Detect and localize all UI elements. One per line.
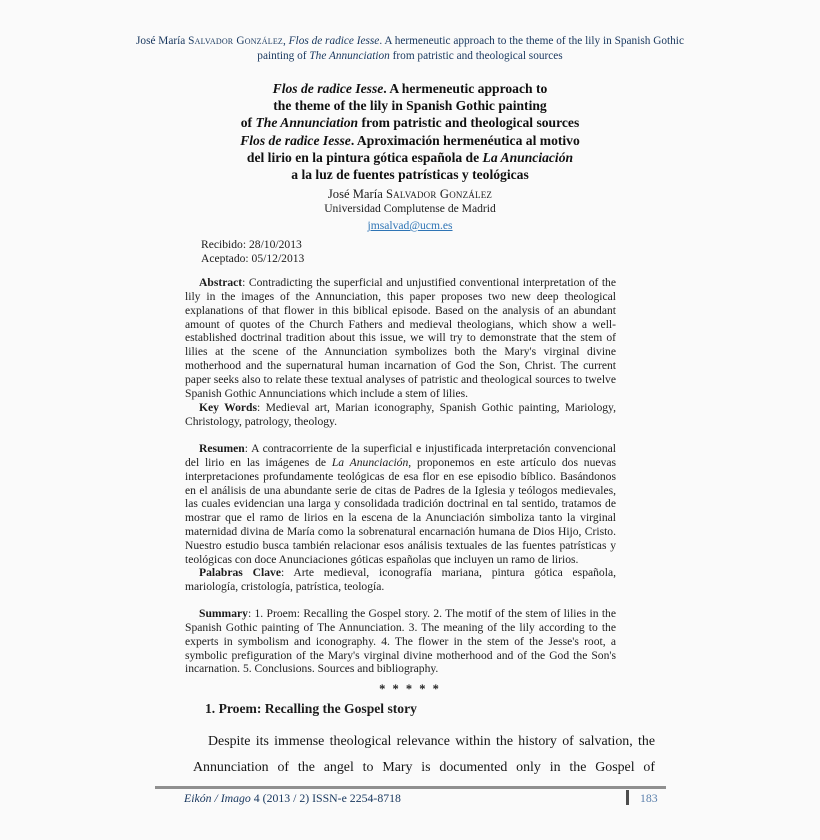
abstract-paragraph [185,276,616,401]
article-title-en-line3 [150,114,670,131]
summary-text: : 1. Proem: Recalling the Gospel story. 2. The motif of the stem of lilies in the Spanish Gothic painting of The Annunciation. 3. The meaning of the lily according to the experts in symbolism and iconography. 4. The flower in the stem of the Jesse's root, a symbolic prefiguration of the Mary's virginal divine motherhood and of the God the Son's incarnation. 5. Conclusions. Sources and bibliography. [185,607,616,676]
resumen-label: Resumen [199,442,245,455]
running-header-separator: , [283,35,289,47]
title-latin-phrase: Flos de radice Iesse [272,81,384,96]
running-header-tail: from patristic and theological sources [389,50,563,62]
title-en-line3-pre: of [240,115,256,131]
received-date: Recibido: 28/10/2013 [201,238,302,251]
journal-issue-info: 4 (2013 / 2) ISSN-e 2254-8718 [250,791,401,805]
body-paragraph: Despite its immense theological relevance within the history of salvation, the Annunciation of the angel to Mary is documented only in the Gospel of [193,734,655,775]
running-header-author-first: José María [136,35,189,47]
abstract-text: : Contradicting the superficial and unjustified conventional interpretation of the lily in the images of the Annunciation, this paper proposes two new deep theological explanations of that flower in this biblical episode. Based on the analysis of an abundant amount of quotes of the Church Fathers and medieval theologians, which show a well-established doctrinal tradition about this issue, we will try to demonstrate that the stem of lilies at the scene of the Annunciation symbolizes both the Mary's virginal divine motherhood and the supernatural human incarnation of God the Son, Christ. The current paper seeks also to relate these textual analyses of patristic and theological sources to twelve Spanish Gothic Annunciations which include a stem of lilies. [185,276,616,400]
page-number: 183 [640,791,658,805]
keywords-paragraph [185,401,616,429]
footer-page-number-group [626,791,666,806]
abstract-label: Abstract [199,276,243,289]
resumen-text-post: , proponemos en este artículo dos nuevas interpretaciones profundamente teológicas de esa flor en ese episodio bíblico. Basándonos en el análisis de una abundante serie de citas de Padres de la Iglesia y teólogos medievales, las cuales evidencian una larga y consolidada tradición doctrinal en tal sentido, tratamos de mostrar que el ramo de lirios en la escena de la Anunciación simboliza tanto la virginal maternidad divina de María como la sobrenatural encarnación humana de Dios Hijo, Cristo. Nuestro estudio busca también relacionar esos análisis textuales de las fuentes patrísticas y teológicas con doce Anunciaciones góticas españolas que incluyen un ramo de lirios. [185,455,616,566]
resumen-text-pre: : A contracorriente de la superficial e injustificada interpretación convencional del lirio en las imágenes de [185,442,616,469]
journal-name: Eikón / Imago [184,791,251,805]
running-header-annunciation: The Annunciation [309,50,390,62]
summary-label: Summary [199,607,248,620]
author-block [150,187,670,234]
author-last-name: Salvador González [385,187,493,201]
running-header-author-last: Salvador González [188,35,283,47]
summary-paragraph [185,607,616,676]
article-title-es-line1 [150,132,670,149]
author-email-link[interactable]: jmsalvad@ucm.es [367,219,453,232]
palabras-clave-text: : Arte medieval, iconografía mariana, pintura gótica española, mariología, cristología, patrística, teología. [185,566,616,593]
palabras-clave-paragraph [185,566,616,594]
journal-citation [155,791,401,806]
author-first-name: José María [327,187,386,201]
running-header [128,34,692,64]
title-en-line3-post: from patristic and theological sources [358,115,580,131]
title-annunciation-en: The Annunciation [255,115,359,131]
page-footer [155,786,666,806]
author-name [150,187,670,202]
asterisk-divider: * * * * * [379,682,441,696]
article-title [150,80,670,183]
submission-dates [201,238,304,266]
section-heading: 1. Proem: Recalling the Gospel story [205,701,417,716]
title-es-rest: . Aproximación hermenéutica al motivo [350,132,580,148]
running-header-work-title: Flos de radice Iesse [288,35,380,47]
running-header-middle: . A hermeneutic approach to the theme of the lily in Spanish Gothic painting of [257,35,684,62]
palabras-clave-label: Palabras Clave [199,566,281,579]
title-en-rest: . A hermeneutic approach to [383,81,548,96]
author-affiliation: Universidad Complutense de Madrid [324,202,496,215]
resumen-annunciation: La Anunciación [331,455,409,469]
title-annunciation-es: La Anunciación [482,149,574,165]
accepted-date: Aceptado: 05/12/2013 [201,252,305,266]
page-number-divider [626,790,629,805]
title-latin-phrase-es: Flos de radice Iesse [240,132,351,148]
resumen-paragraph [185,442,616,567]
article-title-es-line3: a la luz de fuentes patrísticas y teológicas [291,167,529,183]
author-email [150,216,670,234]
keywords-text: : Medieval art, Marian iconography, Spanish Gothic painting, Mariology, Christology, patrology, theology. [185,401,616,428]
article-title-en-line1 [150,80,670,97]
article-title-en-line2: the theme of the lily in Spanish Gothic painting [273,98,547,114]
article-title-es-line2 [150,149,670,166]
title-es-line2-pre: del lirio en la pintura gótica española de [246,149,483,165]
keywords-label: Key Words [199,401,257,414]
